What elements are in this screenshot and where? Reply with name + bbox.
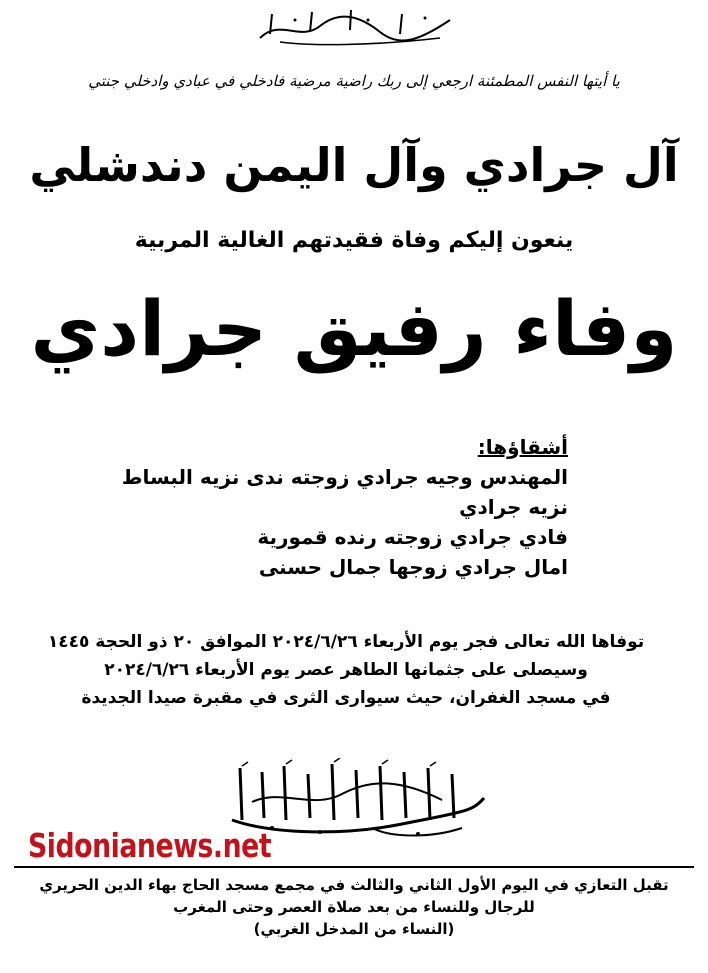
basmala-calligraphy xyxy=(250,8,460,48)
divider-line xyxy=(14,866,694,868)
deceased-name: وفاء رفيق جرادي xyxy=(30,284,678,373)
condolences-note: (النساء من المدخل الغربي) xyxy=(253,920,455,938)
siblings-list xyxy=(122,432,568,582)
condolences-info xyxy=(30,874,678,940)
sibling-item: نزيه جرادي xyxy=(459,495,568,519)
condolences-line-1: تقبل التعازي في اليوم الأول الثاني والثالث في مجمع مسجد الحاج بهاء الدين الحريري xyxy=(39,876,669,894)
burial-line: في مسجد الغفران، حيث سيوارى الثرى في مقبرة صيدا الجديدة xyxy=(81,688,611,708)
announcement-text: ينعون إليكم وفاة فقيدتهم الغالية المربية xyxy=(134,228,574,253)
condolences-line-2: للرجال وللنساء من بعد صلاة العصر وحتى المغرب xyxy=(173,898,535,916)
quran-verse: يا أيتها النفس المطمئنة ارجعي إلى ربك راضية مرضية فادخلي في عبادي وادخلي جنتي xyxy=(88,72,620,90)
death-date-line: توفاها الله تعالى فجر يوم الأربعاء ٢٠٢٤/٦/٢٦ الموافق ٢٠ ذو الحجة ١٤٤٥ xyxy=(47,632,645,652)
funeral-details xyxy=(40,628,652,712)
prayer-line: وسيصلى على جثمانها الطاهر عصر يوم الأربعاء ٢٠٢٤/٦/٢٦ xyxy=(104,660,588,680)
sibling-item: امال جرادي زوجها جمال حسنى xyxy=(258,555,568,579)
sibling-item: فادي جرادي زوجته رنده قمورية xyxy=(257,525,568,549)
sibling-item: المهندس وجيه جرادي زوجته ندى نزيه البساط xyxy=(121,465,568,489)
families-title: آل جرادي وآل اليمن دندشلي xyxy=(29,138,679,192)
site-watermark: Sidonianews.net xyxy=(28,826,272,865)
siblings-heading: أشقاؤها: xyxy=(477,435,568,459)
